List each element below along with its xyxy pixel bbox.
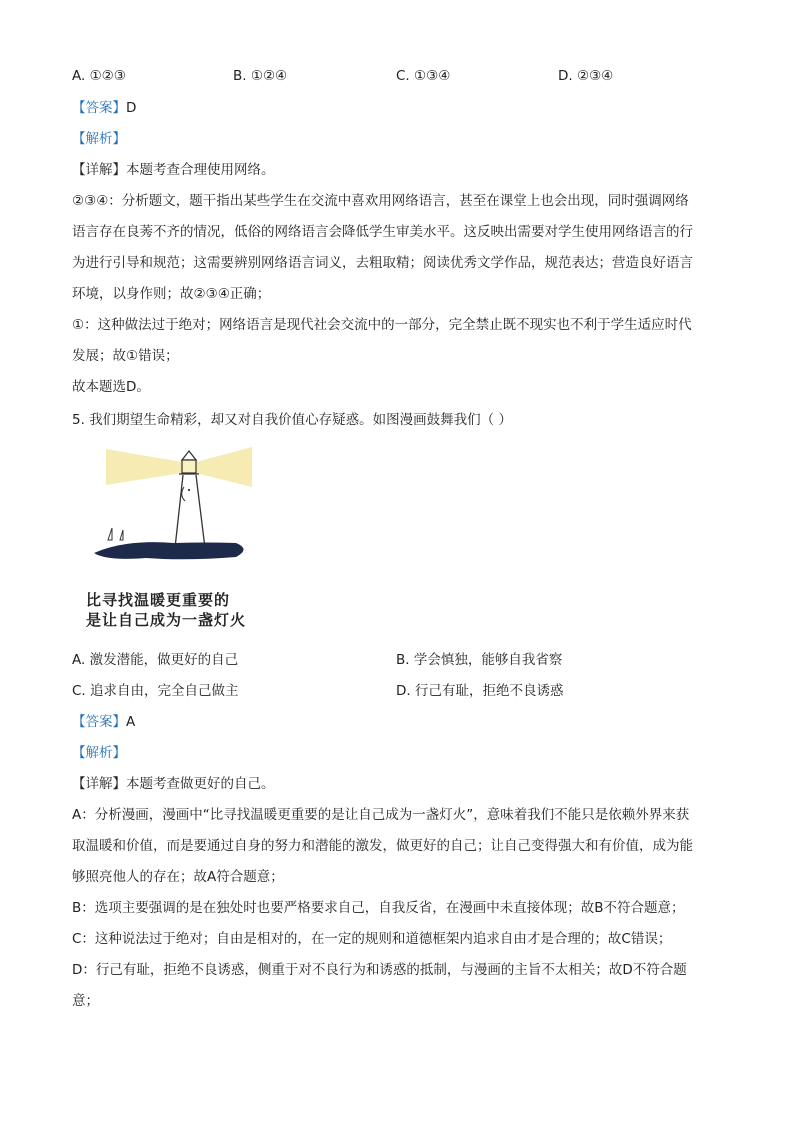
- detail-tag: 【详解】: [72, 776, 126, 792]
- q4-paragraph-line: 为进行引导和规范；这需要辨别网络语言词义，去粗取精；阅读优秀文学作品，规范表达；营造良好语言: [72, 255, 693, 271]
- q5-answer: [72, 712, 135, 732]
- detail-text: 本题考查做更好的自己。: [126, 776, 275, 792]
- answer-value: A: [126, 714, 136, 730]
- q4-paragraph-line: 发展；故①错误；: [72, 348, 179, 364]
- answer-value: D: [126, 100, 137, 116]
- q4-analysis-tag: 【解析】: [72, 131, 126, 147]
- q4-option-c: C. ①③④: [396, 68, 451, 84]
- q5-option-b: B. 学会慎独，能够自我省察: [396, 652, 563, 668]
- q4-option-d: D. ②③④: [558, 68, 614, 84]
- lamp-room: [182, 460, 196, 473]
- q5-option-d: D. 行己有耻，拒绝不良诱惑: [396, 683, 564, 699]
- q5-paragraph-line: 够照亮他人的存在；故A符合题意；: [72, 869, 284, 885]
- q5-detail: [72, 774, 275, 794]
- answer-tag: 【答案】: [72, 714, 126, 730]
- q4-detail: [72, 160, 275, 180]
- lighthouse-tower: [175, 475, 205, 548]
- q5-paragraph-line: D：行己有耻，拒绝不良诱惑，侧重于对不良行为和诱惑的抵制，与漫画的主旨不太相关；故D不符合题: [72, 962, 687, 978]
- q4-paragraph-line: 环境，以身作则；故②③④正确；: [72, 286, 271, 302]
- q5-paragraph-line: 取温暖和价值，而是要通过自身的努力和潜能的激发，做更好的自己；让自己变得强大和有价值，成为能: [72, 838, 693, 854]
- light-beam-left: [106, 449, 182, 485]
- q4-option-b: B. ①②④: [233, 68, 288, 84]
- sailboat-icon: [108, 528, 112, 540]
- lighthouse-roof: [182, 451, 196, 460]
- answer-tag: 【答案】: [72, 100, 126, 116]
- tower-face-eye: [188, 489, 190, 491]
- q5-stem: 5. 我们期望生命精彩，却又对自我价值心存疑惑。如图漫画鼓舞我们（ ）: [72, 412, 512, 428]
- q4-paragraph-line: ①：这种做法过于绝对；网络语言是现代社会交流中的一部分，完全禁止既不现实也不利于学生适应时代: [72, 317, 692, 333]
- caption-line-2: 是让自己成为一盏灯火: [86, 611, 247, 629]
- q5-analysis-tag: 【解析】: [72, 745, 126, 761]
- tower-face-nose: [182, 487, 185, 501]
- q5-option-a: A. 激发潜能，做更好的自己: [72, 652, 239, 668]
- detail-text: 本题考查合理使用网络。: [126, 162, 275, 178]
- q5-paragraph-line: C：这种说法过于绝对；自由是相对的，在一定的规则和道德框架内追求自由才是合理的；故C错误；: [72, 931, 672, 947]
- light-beam-right: [196, 447, 252, 487]
- sailboat-icon: [120, 530, 123, 540]
- q5-paragraph-line: 意；: [72, 993, 99, 1009]
- q4-paragraph-line: ②③④：分析题文，题干指出某些学生在交流中喜欢用网络语言，甚至在课堂上也会出现，同时强调网络: [72, 193, 689, 209]
- caption-line-1: 比寻找温暖更重要的: [86, 591, 231, 609]
- q4-paragraph-line: 故本题选D。: [72, 379, 150, 395]
- q4-option-a: A. ①②③: [72, 68, 126, 84]
- q5-paragraph-line: B：选项主要强调的是在独处时也要严格要求自己，自我反省，在漫画中未直接体现；故B不符合题意；: [72, 900, 685, 916]
- q4-answer: [72, 98, 136, 118]
- q5-option-c: C. 追求自由，完全自己做主: [72, 683, 239, 699]
- q4-paragraph-line: 语言存在良莠不齐的情况，低俗的网络语言会降低学生审美水平。这反映出需要对学生使用网络语言的行: [72, 224, 693, 240]
- cartoon-caption: [86, 590, 246, 630]
- dark-island: [94, 542, 244, 559]
- q5-paragraph-line: A：分析漫画，漫画中“比寻找温暖更重要的是让自己成为一盏灯火”，意味着我们不能只是依赖外界来获: [72, 807, 690, 823]
- detail-tag: 【详解】: [72, 162, 126, 178]
